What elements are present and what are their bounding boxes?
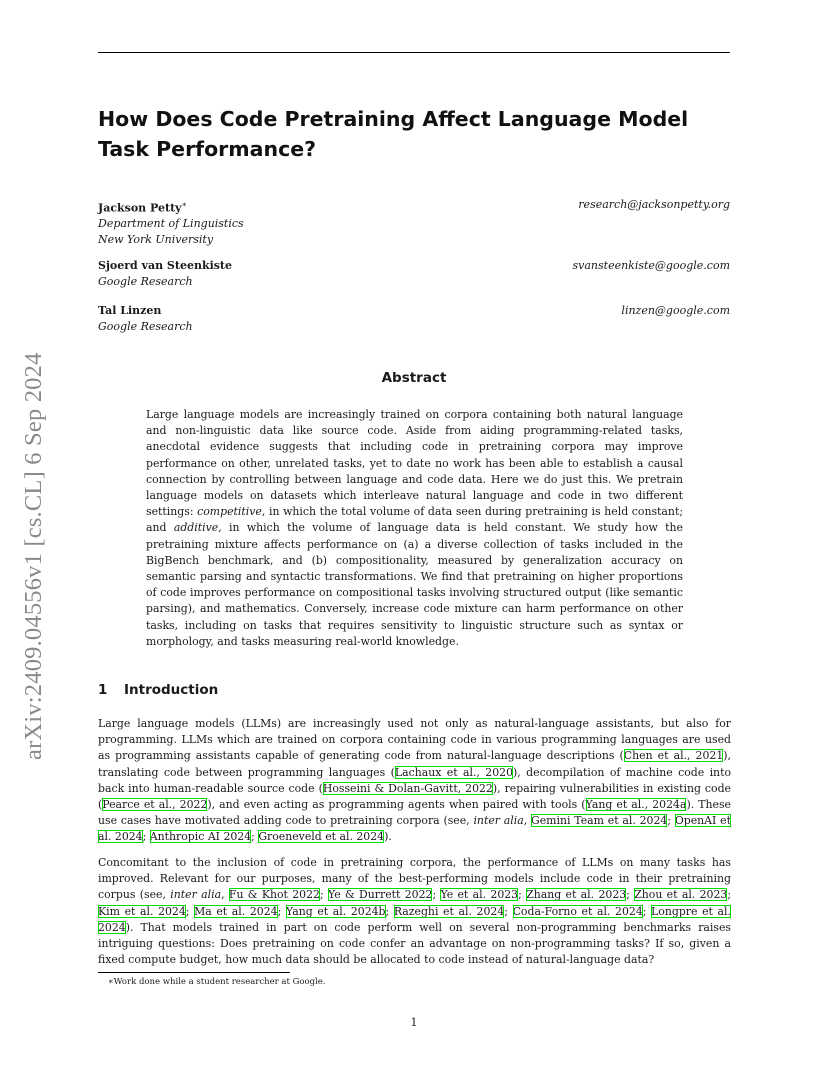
paper-title: How Does Code Pretraining Affect Language Model Task Performance? xyxy=(98,107,689,161)
text-run: ; xyxy=(277,904,286,918)
citation-link[interactable]: Zhang et al. 2023 xyxy=(526,888,627,902)
intro-paragraph-2 xyxy=(98,855,731,968)
text-run: ; xyxy=(626,888,635,902)
citation-link[interactable]: Fu & Khot 2022 xyxy=(228,888,320,902)
citation-link[interactable]: Yang et al. 2024b xyxy=(285,904,386,918)
footnote-rule xyxy=(98,972,290,973)
section-heading xyxy=(98,682,218,698)
citation-link[interactable]: Hosseini & Dolan-Gavitt, 2022 xyxy=(322,781,493,795)
text-run: ). That models trained in part on code perform well on several non-programming benchmarks raises intriguing questions: Does pretraining on code confer an advantage on non-programming tasks? If so, given a fixed compute budget, how much data should be allocated to code instead of natural-language data? xyxy=(98,920,731,967)
text-run: , in which the total volume of data seen during pretraining is held constant; and xyxy=(146,505,683,535)
citation-link[interactable]: OpenAI et al. 2024 xyxy=(98,814,731,844)
text-run: Concomitant to the inclusion of code in pretraining corpora, the performance of LLMs on many tasks has improved. Relevant for our purposes, many of the best-performing models include code in their pretraining corpus (see, xyxy=(98,856,731,902)
page-number: 1 xyxy=(410,1016,418,1029)
text-run: Large language models are increasingly trained on corpora containing both natural language and non-linguistic data like source code. Aside from aiding programming-related tasks, anecdotal evidence suggests that including code in pretraining corpora may improve performance on other, unrelated tasks, yet to date no work has been able to establish a causal connection by controlling between language and code data. Here we do just this. We pretrain language models on datasets which interleave natural language and code in two different settings: xyxy=(146,408,683,519)
text-run: ; xyxy=(727,888,731,902)
text-run: ), and even acting as programming agents when paired with tools ( xyxy=(207,798,586,812)
author-affiliation: New York University xyxy=(98,232,214,246)
text-run: ; xyxy=(504,904,513,918)
text-run: , xyxy=(221,888,229,902)
citation-link[interactable]: Gemini Team et al. 2024 xyxy=(531,814,668,828)
author-block-3 xyxy=(98,303,730,334)
emphasis-text: inter alia xyxy=(170,888,222,902)
text-run: ; xyxy=(185,904,195,918)
text-run: ; xyxy=(432,888,441,902)
section-number: 1 xyxy=(98,682,108,698)
author-block-1 xyxy=(98,197,730,247)
text-run: ; xyxy=(518,888,527,902)
intro-paragraph-1 xyxy=(98,716,731,846)
citation-link[interactable]: Yang et al., 2024a xyxy=(585,798,687,812)
author-email[interactable]: svansteenkiste@google.com xyxy=(572,259,730,272)
section-title: Introduction xyxy=(124,682,219,698)
text-run: ), translating code between programming languages ( xyxy=(98,749,731,779)
text-run: ; xyxy=(319,888,328,902)
abstract-heading: Abstract xyxy=(381,370,447,386)
emphasis-text: inter alia xyxy=(473,814,524,828)
arxiv-side-label: arXiv:2409.04556v1 [cs.CL] 6 Sep 2024 xyxy=(20,352,47,760)
citation-link[interactable]: Pearce et al., 2022 xyxy=(102,798,208,812)
citation-link[interactable]: Ye & Durrett 2022 xyxy=(327,888,433,902)
author-name: Tal Linzen xyxy=(98,304,162,317)
citation-link[interactable]: Anthropic AI 2024 xyxy=(149,830,252,844)
author-name: Jackson Petty∗ xyxy=(98,200,187,215)
footnote: ∗Work done while a student researcher at Google. xyxy=(108,977,326,987)
text-run: ; xyxy=(251,830,259,844)
text-run: , xyxy=(523,814,532,828)
text-run: ; xyxy=(142,830,150,844)
citation-link[interactable]: Lachaux et al., 2020 xyxy=(394,765,514,779)
text-run: Large language models (LLMs) are increasingly used not only as natural-language assistants, but also for programming. LLMs which are trained on corpora containing code in various programming languages are used as programming assistants capable of generating code from natural-language descriptions ( xyxy=(98,717,731,763)
text-run: , in which the volume of language data is held constant. We study how the pretraining mixture affects performance on (a) a diverse collection of tasks included in the BigBench benchmark, and (b) compositionality, measured by generalization accuracy on semantic parsing and syntactic transformations. We find that pretraining on higher proportions of code improves performance on compositional tasks involving structured output (like semantic parsing), and mathematics. Conversely, increase code mixture can harm performance on other tasks, including on tasks that requires sensitivity to linguistic structure such as syntax or morphology, and tasks measuring real-world knowledge. xyxy=(146,521,683,648)
text-run: ), repairing vulnerabilities in existing code ( xyxy=(98,781,731,812)
citation-link[interactable]: Kim et al. 2024 xyxy=(98,904,186,918)
text-run: ). These use cases have motivated adding code to pretraining corpora (see, xyxy=(98,798,731,828)
citation-link[interactable]: Groeneveld et al. 2024 xyxy=(258,830,385,844)
citation-link[interactable]: Ye et al. 2023 xyxy=(440,888,519,902)
citation-link[interactable]: Razeghi et al. 2024 xyxy=(393,904,505,918)
citation-link[interactable]: Coda-Forno et al. 2024 xyxy=(512,904,643,918)
author-affiliation: Department of Linguistics xyxy=(98,217,244,231)
abstract-text xyxy=(146,407,683,650)
top-rule xyxy=(98,52,730,53)
author-email[interactable]: research@jacksonpetty.org xyxy=(578,198,730,211)
author-affiliation: Google Research xyxy=(98,274,193,288)
text-run: ; xyxy=(667,814,675,828)
emphasis-text: competitive xyxy=(197,505,262,519)
text-run: ; xyxy=(385,904,394,918)
text-run: ; xyxy=(642,904,652,918)
author-affiliation: Google Research xyxy=(98,319,193,333)
emphasis-text: additive xyxy=(173,521,219,535)
author-email[interactable]: linzen@google.com xyxy=(621,304,730,317)
citation-link[interactable]: Zhou et al. 2023 xyxy=(634,888,728,902)
text-run: ), decompilation of machine code into back into human-readable source code ( xyxy=(98,765,732,795)
citation-link[interactable]: Chen et al., 2021 xyxy=(623,749,724,763)
author-name: Sjoerd van Steenkiste xyxy=(98,259,233,272)
citation-link[interactable]: Ma et al. 2024 xyxy=(194,904,278,918)
text-run: ). xyxy=(384,830,392,844)
author-block-2 xyxy=(98,258,730,289)
citation-link[interactable]: Longpre et al. 2024 xyxy=(98,904,731,934)
